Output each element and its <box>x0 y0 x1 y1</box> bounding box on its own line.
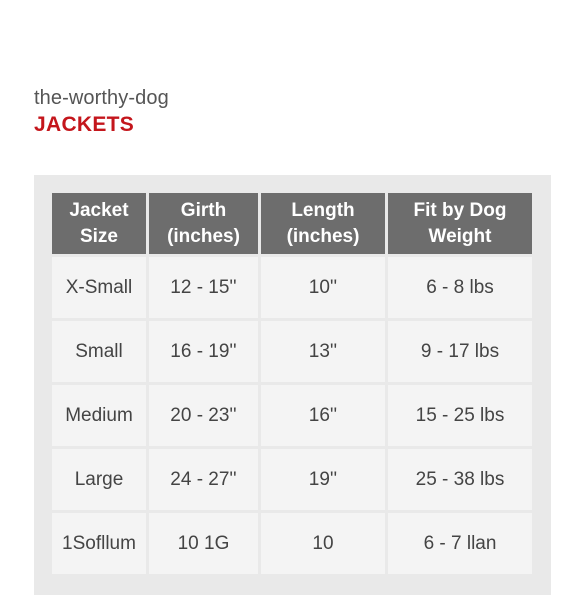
cell-girth: 20 - 23'' <box>149 385 258 446</box>
cell-weight: 25 - 38 lbs <box>388 449 532 510</box>
table-row <box>52 513 532 574</box>
table-row <box>52 449 532 510</box>
header-jacket-size <box>52 193 146 254</box>
cell-length: 13'' <box>261 321 385 382</box>
header-label-line2: (inches) <box>167 225 240 247</box>
cell-length: 10'' <box>261 257 385 318</box>
header-length <box>261 193 385 254</box>
header-label-line1: Jacket <box>69 199 129 221</box>
cell-girth: 24 - 27'' <box>149 449 258 510</box>
header-label-line1: Fit by Dog <box>413 199 507 221</box>
header-label-line2: Size <box>79 225 119 247</box>
cell-length: 19'' <box>261 449 385 510</box>
cell-girth: 16 - 19'' <box>149 321 258 382</box>
table-row <box>52 385 532 446</box>
brand-name: the-worthy-dog <box>34 87 169 109</box>
cell-size: Small <box>52 321 146 382</box>
cell-size: 1Sofllum <box>52 513 146 574</box>
cell-length: 16'' <box>261 385 385 446</box>
header-label-line1: Girth <box>180 199 227 221</box>
cell-size: Medium <box>52 385 146 446</box>
header-fit-by-weight <box>388 193 532 254</box>
table-row <box>52 321 532 382</box>
cell-weight: 6 - 7 llan <box>388 513 532 574</box>
cell-size: Large <box>52 449 146 510</box>
table-header-row <box>52 193 532 254</box>
cell-length: 10 <box>261 513 385 574</box>
cell-girth: 12 - 15'' <box>149 257 258 318</box>
table-row <box>52 257 532 318</box>
header-label-line2: (inches) <box>286 225 360 247</box>
cell-weight: 6 - 8 lbs <box>388 257 532 318</box>
header-label-line1: Length <box>291 199 355 221</box>
header-label-line2: Weight <box>428 225 492 247</box>
category-title: JACKETS <box>34 113 135 136</box>
cell-size: X-Small <box>52 257 146 318</box>
header-girth <box>149 193 258 254</box>
cell-weight: 15 - 25 lbs <box>388 385 532 446</box>
cell-girth: 10 1G <box>149 513 258 574</box>
size-chart-table <box>49 190 535 577</box>
cell-weight: 9 - 17 lbs <box>388 321 532 382</box>
